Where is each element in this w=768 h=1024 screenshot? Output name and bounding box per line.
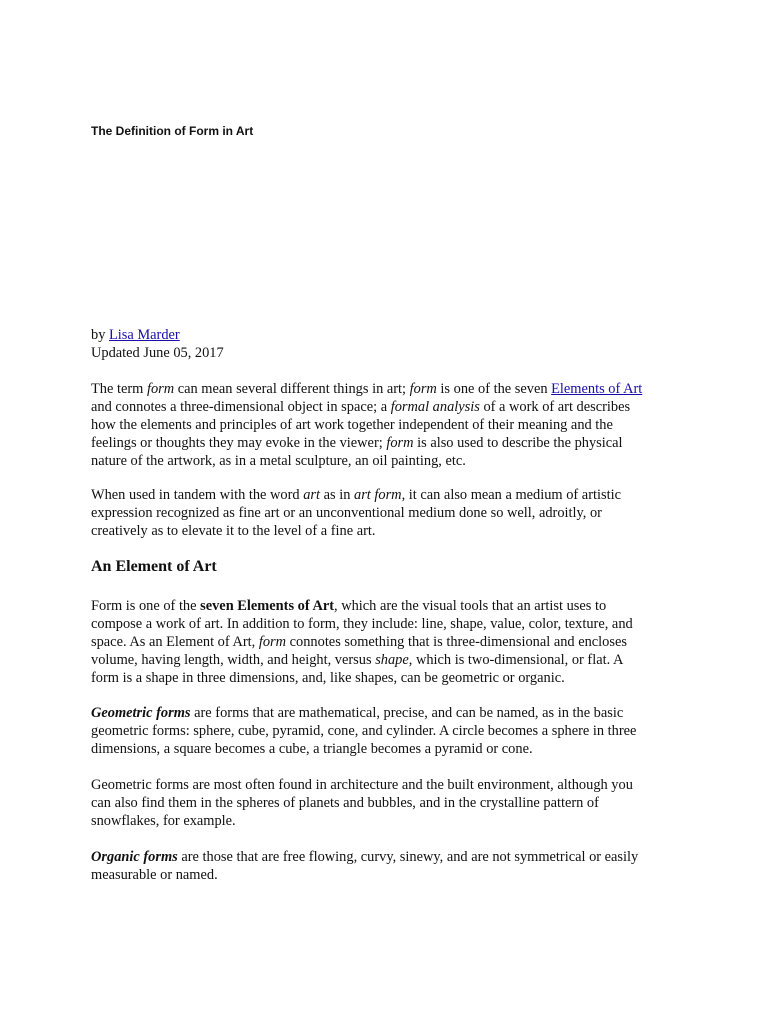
text-line: creatively as to elevate it to the level of a fine art. xyxy=(91,523,376,539)
text-run: Organic forms xyxy=(91,849,178,865)
text-line: measurable or named. xyxy=(91,867,218,883)
text-line xyxy=(91,434,691,452)
section-paragraph-3 xyxy=(91,776,691,830)
text-line: dimensions, a square becomes a cube, a triangle becomes a pyramid or cone. xyxy=(91,741,533,757)
text-run: connotes something that is three-dimensional and encloses xyxy=(286,634,627,650)
text-run: space. As an Element of Art, xyxy=(91,634,259,650)
byline xyxy=(91,326,224,362)
text-run: shape xyxy=(375,652,409,668)
elements-of-art-link[interactable]: Elements of Art xyxy=(551,381,643,397)
text-line: snowflakes, for example. xyxy=(91,813,236,829)
text-line: geometric forms: sphere, cube, pyramid, cone, and cylinder. A circle becomes a sphere in three xyxy=(91,723,637,739)
section-paragraph-2 xyxy=(91,704,691,758)
text-run: art form xyxy=(354,487,402,503)
text-line xyxy=(91,486,691,504)
text-run: of a work of art describes xyxy=(479,399,631,415)
section-heading: An Element of Art xyxy=(91,558,217,575)
text-line xyxy=(91,597,691,615)
text-line xyxy=(91,398,691,416)
text-run: Geometric forms xyxy=(91,705,191,721)
author-line xyxy=(91,326,224,344)
text-line: how the elements and principles of art work together independent of their meaning and the xyxy=(91,417,613,433)
section-paragraph-4 xyxy=(91,848,691,884)
text-run: The term xyxy=(91,381,147,397)
document-title: The Definition of Form in Art xyxy=(91,124,254,138)
text-run: seven Elements of Art xyxy=(200,598,335,614)
text-line: expression recognized as fine art or an unconventional medium done so well, adroitly, or xyxy=(91,505,602,521)
text-run: is one of the seven xyxy=(436,381,552,397)
text-run: Form is one of the xyxy=(91,598,201,614)
updated-date: Updated June 05, 2017 xyxy=(91,345,224,361)
text-run: form xyxy=(409,381,437,397)
text-line xyxy=(91,380,691,398)
text-line xyxy=(91,651,691,669)
text-run: volume, having length, width, and height, versus xyxy=(91,652,376,668)
text-run: feelings or thoughts they may evoke in the viewer; xyxy=(91,435,387,451)
intro-paragraph-1 xyxy=(91,380,691,470)
text-run: form xyxy=(146,381,175,397)
text-run: , it can also mean a medium of artistic xyxy=(401,487,621,503)
text-run: , which are the visual tools that an artist uses to xyxy=(334,598,607,614)
text-line: Geometric forms are most often found in architecture and the built environment, although you xyxy=(91,777,633,793)
text-run: form xyxy=(258,634,287,650)
text-line xyxy=(91,704,691,722)
text-line xyxy=(91,633,691,651)
text-run: can mean several different things in art; xyxy=(174,381,410,397)
text-run: is also used to describe the physical xyxy=(413,435,623,451)
section-paragraph-1 xyxy=(91,597,691,687)
text-run: as in xyxy=(320,487,354,503)
text-run: and connotes a three-dimensional object in space; a xyxy=(91,399,391,415)
text-run: formal analysis xyxy=(390,399,480,415)
text-run: form xyxy=(386,435,414,451)
text-line: nature of the artwork, as in a metal sculpture, an oil painting, etc. xyxy=(91,453,466,469)
text-run: When used in tandem with the word xyxy=(91,487,304,503)
text-line: form is a shape in three dimensions, and, like shapes, can be geometric or organic. xyxy=(91,670,565,686)
text-run: art xyxy=(303,487,321,503)
text-line xyxy=(91,848,691,866)
text-run: are those that are free flowing, curvy, sinewy, and are not symmetrical or easily xyxy=(177,849,639,865)
intro-paragraph-2 xyxy=(91,486,691,540)
byline-prefix: by xyxy=(91,327,109,343)
text-run: are forms that are mathematical, precise, and can be named, as in the basic xyxy=(190,705,624,721)
text-line: can also find them in the spheres of planets and bubbles, and in the crystalline pattern of xyxy=(91,795,599,811)
text-line: compose a work of art. In addition to form, they include: line, shape, value, color, texture, and xyxy=(91,616,633,632)
author-link[interactable]: Lisa Marder xyxy=(109,327,180,343)
text-run: , which is two-dimensional, or flat. A xyxy=(408,652,624,668)
